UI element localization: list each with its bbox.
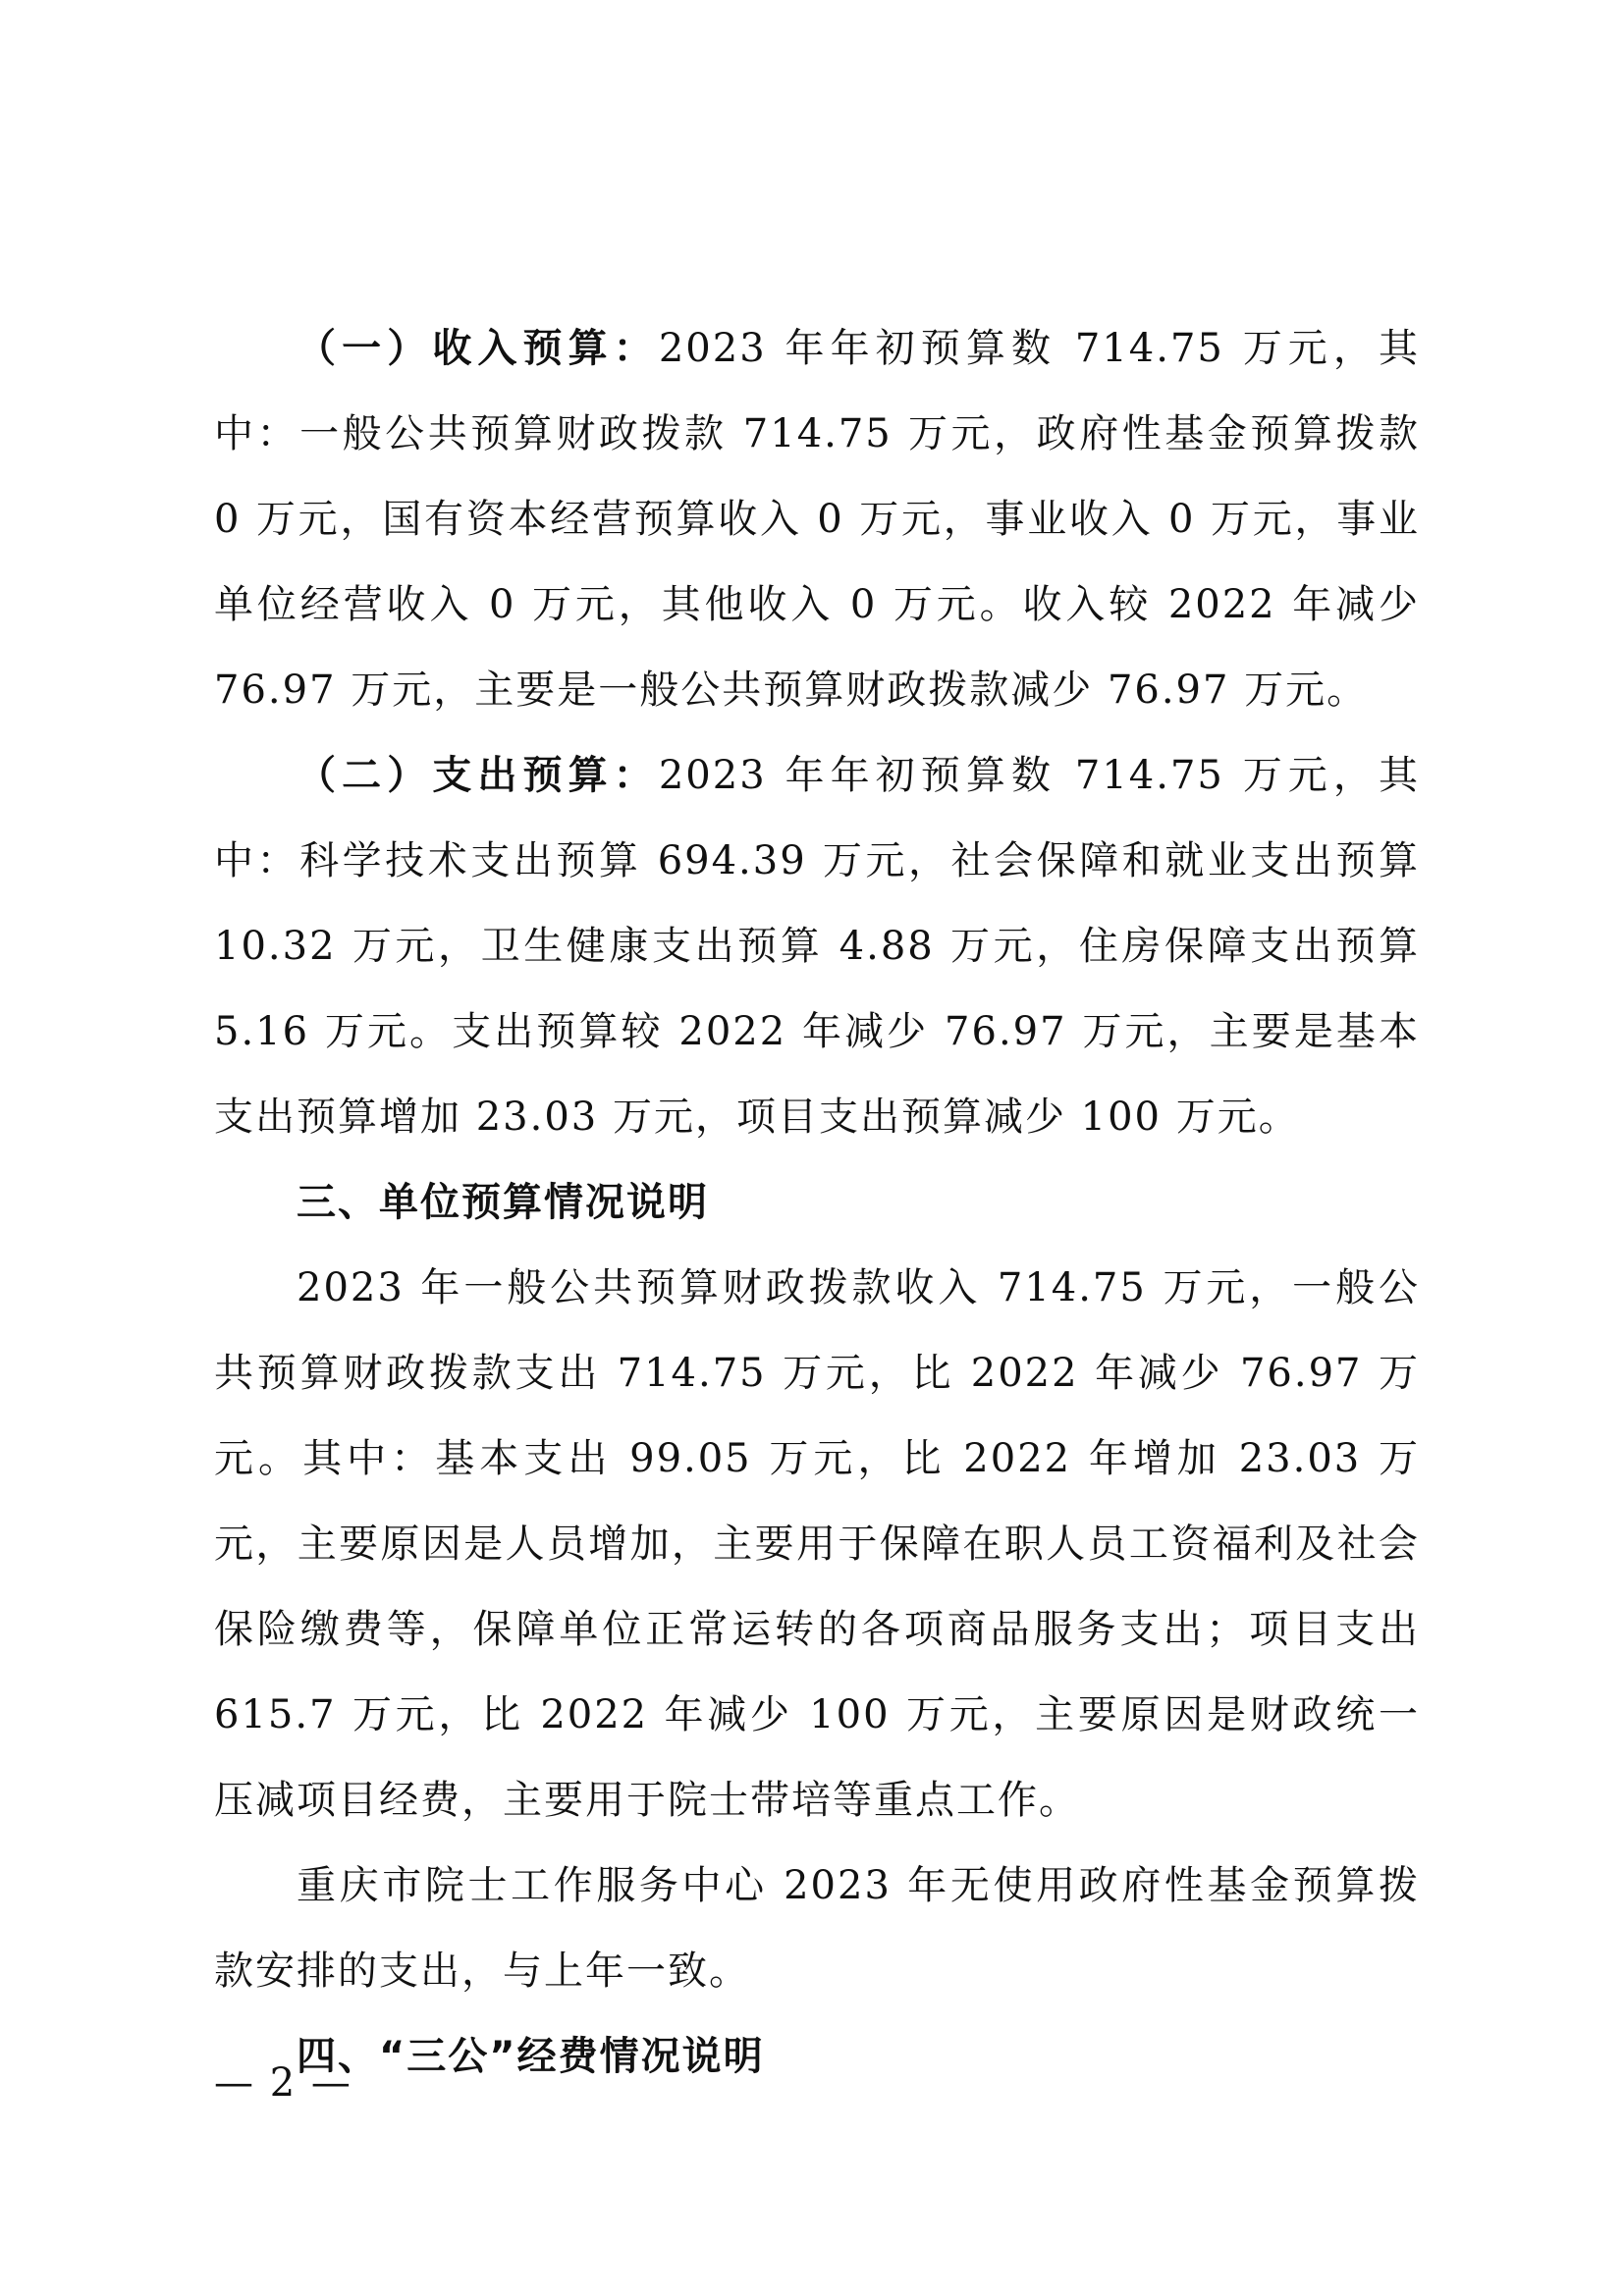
income-budget-lead: （一）收入预算： (297, 326, 659, 371)
income-budget-paragraph (214, 306, 1420, 733)
section-4-heading: 四、“三公”经费情况说明 (297, 2034, 765, 2079)
document-body (214, 306, 1420, 2100)
expense-budget-paragraph (214, 733, 1420, 1160)
section-3-heading: 三、单位预算情况说明 (297, 1180, 709, 1225)
page-number: — 2 — (214, 2060, 352, 2106)
income-budget-text: 2023 年年初预算数 714.75 万元，其中：一般公共预算财政拨款 714.75 万元，政府性基金预算拨款 0 万元，国有资本经营预算收入 0 万元，事业收入 0 万元，事业单位经营收入 0 万元，其他收入 0 万元。收入较 2022 年减少 76.97 万元，主要是一般公共预算财政拨款减少 76.97 万元。 (214, 326, 1421, 713)
expense-budget-text: 2023 年年初预算数 714.75 万元，其中：科学技术支出预算 694.39 万元，社会保障和就业支出预算 10.32 万元，卫生健康支出预算 4.88 万元，住房保障支出预算 5.16 万元。支出预算较 2022 年减少 76.97 万元，主要是基本支出预算增加 23.03 万元，项目支出预算减少 100 万元。 (214, 753, 1421, 1140)
expense-budget-lead: （二）支出预算： (297, 753, 659, 798)
section-3-paragraph-1: 2023 年一般公共预算财政拨款收入 714.75 万元，一般公共预算财政拨款支出 714.75 万元，比 2022 年减少 76.97 万元。其中：基本支出 99.05 万元，比 2022 年增加 23.03 万元，主要原因是人员增加，主要用于保障在职人员工资福利及社会保险缴费等，保障单位正常运转的各项商品服务支出；项目支出 615.7 万元，比 2022 年减少 100 万元，主要原因是财政统一压减项目经费，主要用于院士带培等重点工作。 (214, 1265, 1420, 1823)
section-3-paragraph-2: 重庆市院士工作服务中心 2023 年无使用政府性基金预算拨款安排的支出，与上年一致。 (214, 1863, 1420, 1994)
